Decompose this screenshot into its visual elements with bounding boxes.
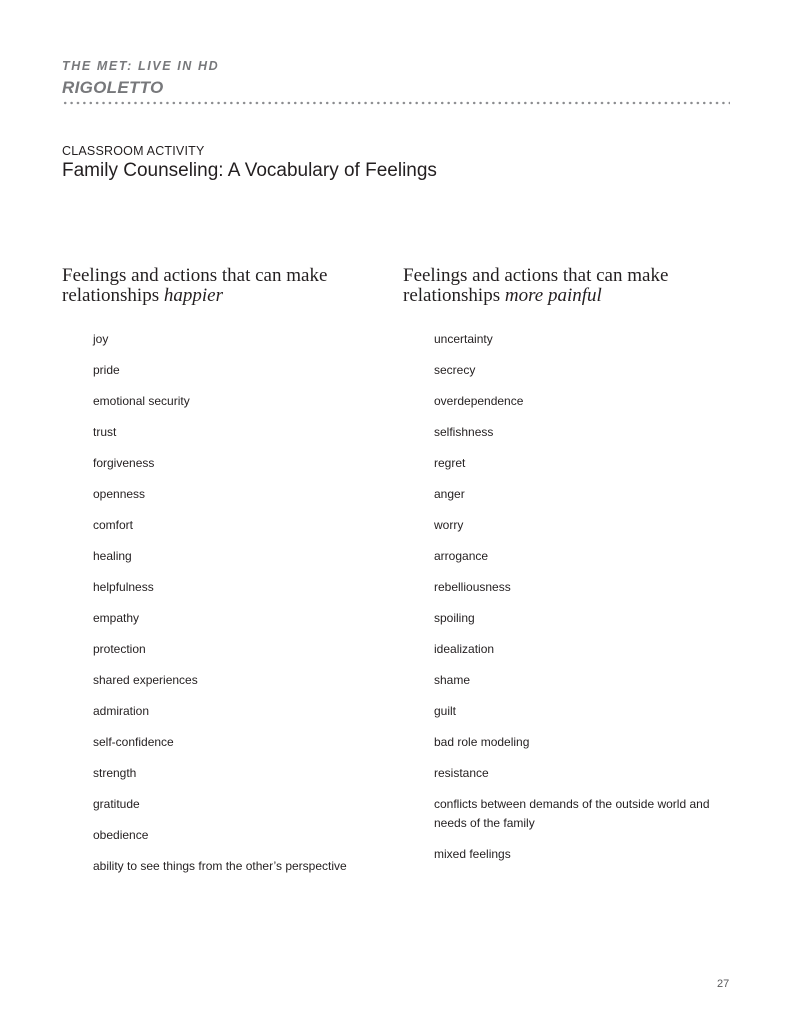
column-heading-emphasis: happier: [163, 285, 223, 306]
list-item: spoiling: [434, 611, 475, 625]
list-item: resistance: [434, 766, 489, 780]
list-item: obedience: [93, 828, 149, 842]
list-item: arrogance: [434, 549, 489, 563]
list-item: strength: [93, 766, 137, 780]
column-heading-emphasis: more painful: [504, 285, 602, 306]
list-item: joy: [93, 332, 109, 346]
page-number: 27: [717, 978, 730, 990]
list-item: mixed feelings: [434, 847, 511, 861]
list-item: secrecy: [434, 363, 476, 377]
opera-title: RIGOLETTO: [62, 78, 164, 97]
column-heading-text: Feelings and actions that can make relationships: [403, 265, 669, 306]
column-heading-painful: [403, 266, 713, 306]
list-item: pride: [93, 363, 120, 377]
list-item: overdependence: [434, 394, 524, 408]
list-item: anger: [434, 487, 465, 501]
list-item: uncertainty: [434, 332, 493, 346]
list-item: forgiveness: [93, 456, 155, 470]
painful-list: [434, 330, 724, 876]
list-item: openness: [93, 487, 146, 501]
column-heading-text: Feelings and actions that can make relationships: [62, 265, 328, 306]
list-item: trust: [93, 425, 117, 439]
list-item: guilt: [434, 704, 457, 718]
list-item: helpfulness: [93, 580, 154, 594]
list-item: empathy: [93, 611, 140, 625]
dotted-divider: [62, 101, 730, 105]
list-item: rebelliousness: [434, 580, 511, 594]
list-item: emotional security: [93, 394, 190, 408]
activity-label: CLASSROOM ACTIVITY: [62, 144, 205, 158]
list-item: ability to see things from the other’s perspective: [93, 859, 347, 873]
list-item: self-confidence: [93, 735, 174, 749]
list-item: shame: [434, 673, 471, 687]
list-item: worry: [434, 518, 464, 532]
series-title: THE MET: LIVE IN HD: [62, 59, 220, 73]
list-item: regret: [434, 456, 466, 470]
list-item: admiration: [93, 704, 150, 718]
activity-title: Family Counseling: A Vocabulary of Feelings: [62, 160, 437, 181]
list-item: shared experiences: [93, 673, 198, 687]
list-item: conflicts between demands of the outside world and needs of the family: [434, 797, 710, 830]
column-heading-happier: [62, 266, 372, 306]
happier-list: [93, 330, 383, 888]
list-item: bad role modeling: [434, 735, 530, 749]
list-item: selfishness: [434, 425, 494, 439]
list-item: comfort: [93, 518, 134, 532]
list-item: healing: [93, 549, 132, 563]
list-item: gratitude: [93, 797, 140, 811]
list-item: idealization: [434, 642, 495, 656]
list-item: protection: [93, 642, 146, 656]
